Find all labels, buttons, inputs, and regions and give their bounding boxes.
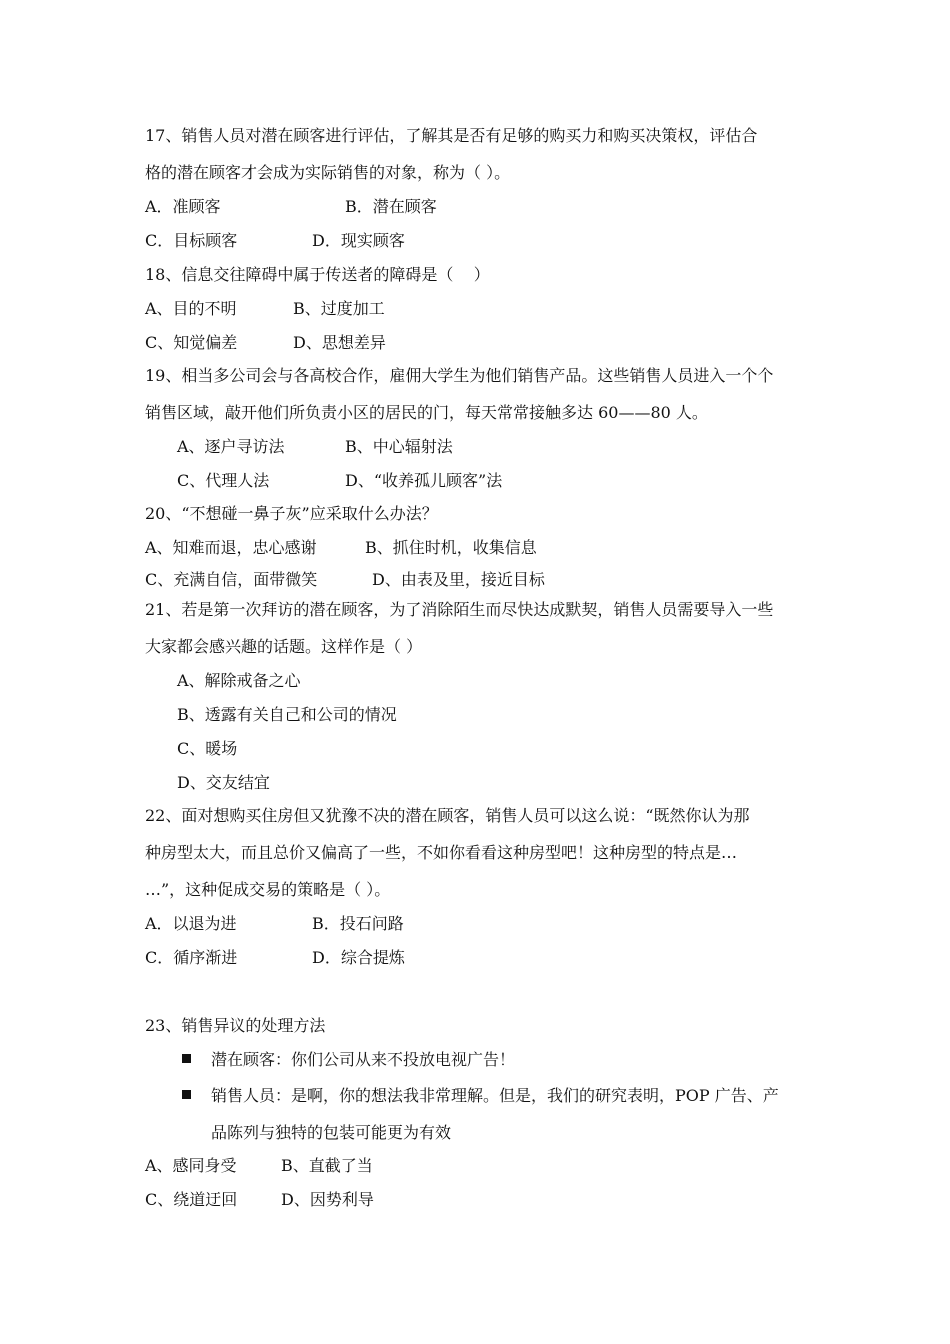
q22-option-c: C．循序渐进 <box>145 948 238 967</box>
q17-option-a: A．准顾客 <box>145 197 221 216</box>
q21-stem-line1: 21、若是第一次拜访的潜在顾客，为了消除陌生而尽快达成默契，销售人员需要导入一些 <box>145 600 774 619</box>
q18-stem: 18、信息交往障碍中属于传送者的障碍是（ ） <box>145 265 490 284</box>
q20-option-c: C、充满自信，面带微笑 <box>145 570 318 589</box>
q20-option-d: D、由表及里，接近目标 <box>372 570 545 589</box>
q23-bullet-customer: 潜在顾客：你们公司从来不投放电视广告！ <box>211 1050 516 1069</box>
q17-stem-line1: 17、销售人员对潜在顾客进行评估，了解其是否有足够的购买力和购买决策权，评估合 <box>145 126 758 145</box>
q20-option-b: B、抓住时机，收集信息 <box>365 538 537 557</box>
q18-option-a: A、目的不明 <box>145 299 237 318</box>
q19-option-b: B、中心辐射法 <box>345 437 453 456</box>
q23-option-d: D、因势利导 <box>281 1190 374 1209</box>
q17-option-d: D．现实顾客 <box>312 231 405 250</box>
q18-option-b: B、过度加工 <box>293 299 385 318</box>
q21-option-a: A、解除戒备之心 <box>177 671 301 690</box>
q22-option-b: B．投石问路 <box>312 914 404 933</box>
q23-option-a: A、感同身受 <box>145 1156 237 1175</box>
q19-option-d: D、“收养孤儿顾客”法 <box>345 471 503 490</box>
square-bullet-icon <box>182 1090 191 1099</box>
q22-option-a: A．以退为进 <box>145 914 237 933</box>
q23-bullet-salesperson-line2: 品陈列与独特的包装可能更为有效 <box>211 1123 452 1142</box>
q17-option-c: C．目标顾客 <box>145 231 238 250</box>
square-bullet-icon <box>182 1054 191 1063</box>
q21-option-d: D、交友结宜 <box>177 773 270 792</box>
q18-option-d: D、思想差异 <box>293 333 386 352</box>
q23-option-c: C、绕道迂回 <box>145 1190 238 1209</box>
q22-stem-line2: 种房型太大，而且总价又偏高了一些，不如你看看这种房型吧！这种房型的特点是… <box>145 843 738 862</box>
q21-option-c: C、暖场 <box>177 739 238 758</box>
q19-option-c: C、代理人法 <box>177 471 270 490</box>
q23-bullet-salesperson-line1: 销售人员：是啊，你的想法我非常理解。但是，我们的研究表明，POP 广告、产 <box>211 1086 779 1105</box>
q23-option-b: B、直截了当 <box>281 1156 373 1175</box>
q21-stem-line2: 大家都会感兴趣的话题。这样作是（ ） <box>145 637 423 656</box>
q17-stem-line2: 格的潜在顾客才会成为实际销售的对象，称为（ ）。 <box>145 163 511 182</box>
q22-option-d: D．综合提炼 <box>312 948 405 967</box>
q21-option-b: B、透露有关自己和公司的情况 <box>177 705 397 724</box>
q20-stem: 20、“不想碰一鼻子灰”应采取什么办法？ <box>145 504 438 523</box>
q17-option-b: B．潜在顾客 <box>345 197 437 216</box>
q22-stem-line1: 22、面对想购买住房但又犹豫不决的潜在顾客，销售人员可以这么说：“既然你认为那 <box>145 806 750 825</box>
q19-stem-line2: 销售区域，敲开他们所负责小区的居民的门，每天常常接触多达 60——80 人。 <box>145 403 708 422</box>
q19-stem-line1: 19、相当多公司会与各高校合作，雇佣大学生为他们销售产品。这些销售人员进入一个个 <box>145 366 774 385</box>
q22-stem-line3: …”，这种促成交易的策略是（ ）。 <box>145 880 391 899</box>
q19-option-a: A、逐户寻访法 <box>177 437 285 456</box>
q18-option-c: C、知觉偏差 <box>145 333 238 352</box>
q20-option-a: A、知难而退，忠心感谢 <box>145 538 317 557</box>
q23-stem: 23、销售异议的处理方法 <box>145 1016 326 1035</box>
